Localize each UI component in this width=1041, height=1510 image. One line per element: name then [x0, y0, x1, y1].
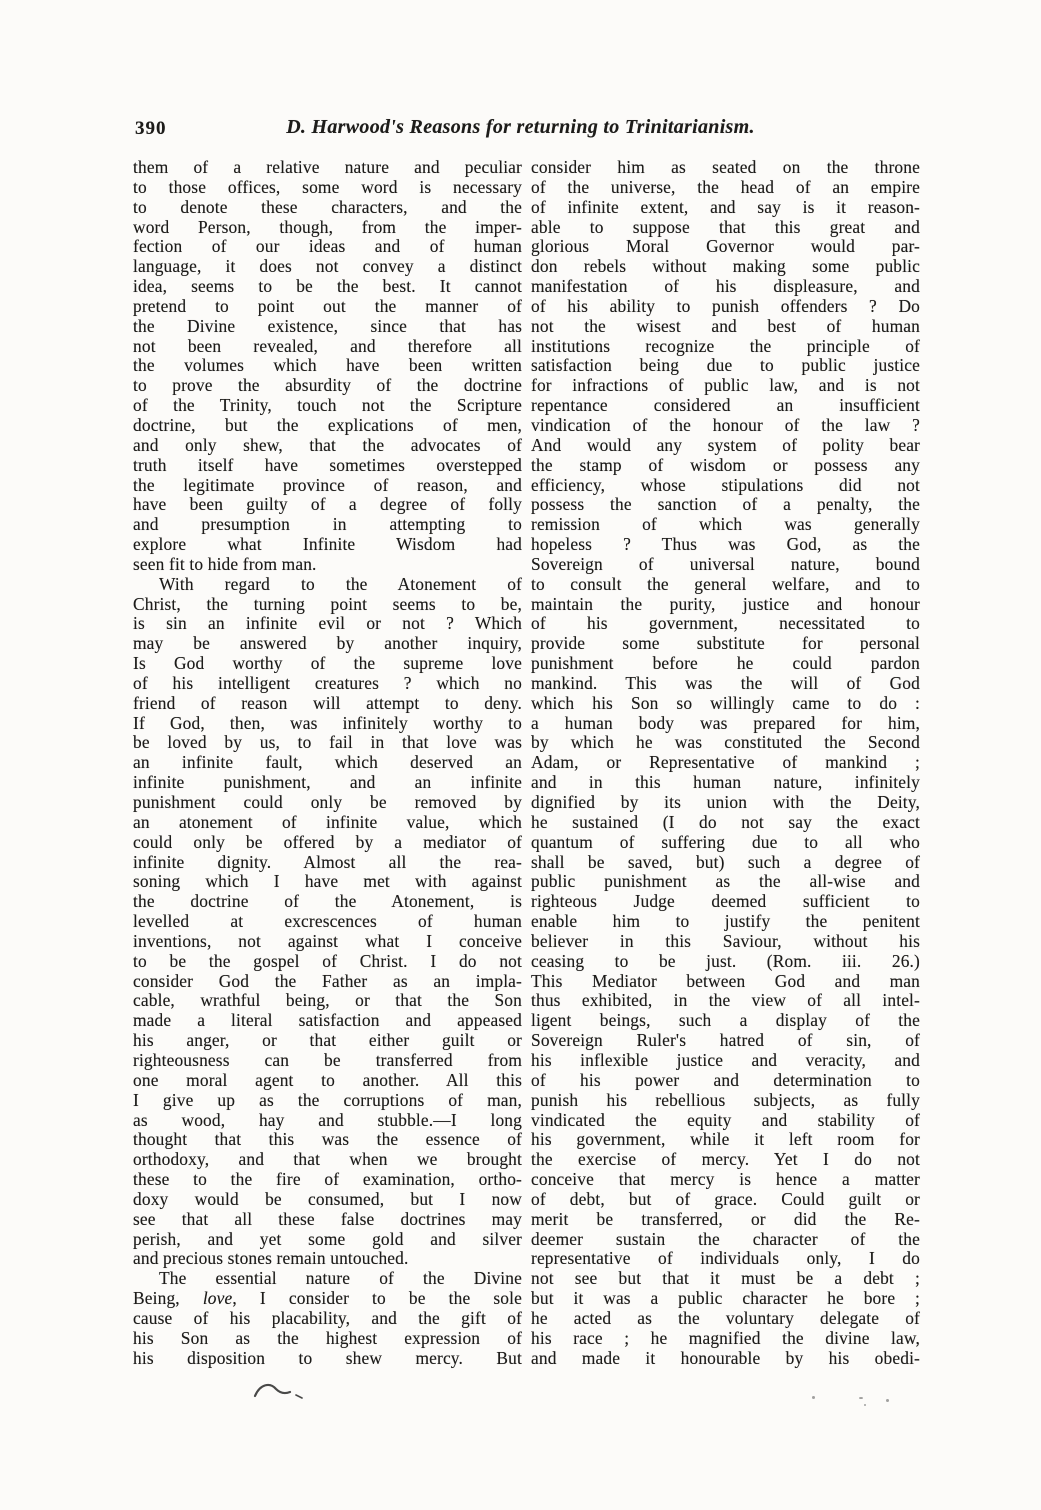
text-line: This Mediator between God and man: [531, 970, 920, 991]
text-line: as wood, hay and stubble.—I long: [133, 1109, 522, 1130]
text-line: of the universe, the head of an empire: [531, 176, 920, 197]
text-line: doxy would be consumed, but I now: [133, 1188, 522, 1209]
text-line: vindication of the honour of the law ?: [531, 414, 920, 435]
scan-speck: [864, 1404, 866, 1406]
text-line: thought that this was the essence of: [133, 1129, 522, 1150]
text-line: righteous Judge deemed sufficient to: [531, 891, 920, 912]
text-line: I give up as the corruptions of man,: [133, 1089, 522, 1110]
text-line: his Son as the highest expression of: [133, 1327, 522, 1348]
text-line: seen fit to hide from man.: [133, 553, 317, 574]
text-line: the doctrine of the Atonement, is: [133, 891, 522, 912]
text-line: of his intelligent creatures ? which no: [133, 672, 522, 693]
text-line: them of a relative nature and peculiar: [133, 157, 522, 177]
text-line: and in this human nature, infinitely: [531, 772, 920, 793]
text-line: the volumes which have been written: [133, 355, 522, 376]
text-line: able to suppose that this great and: [531, 216, 920, 237]
text-line: don rebels without making some public: [531, 256, 920, 277]
text-line: soning which I have met with against: [133, 871, 522, 892]
text-line: is sin an infinite evil or not ? Which: [133, 613, 522, 634]
right-text-column: [531, 158, 920, 1368]
text-line: fection of our ideas and of human: [133, 236, 522, 257]
text-line: and made it honourable by his obedi-: [531, 1347, 920, 1368]
text-line: Adam, or Representative of mankind ;: [531, 752, 920, 773]
text-line: manifestation of his displeasure, and: [531, 276, 920, 297]
text-line: his inflexible justice and veracity, and: [531, 1049, 920, 1070]
text-line: to be the gospel of Christ. I do not: [133, 950, 522, 971]
text-line: provide some substitute for personal: [531, 633, 920, 654]
text-line: punishment before he could pardon: [531, 653, 920, 674]
text-line: and only shew, that the advocates of: [133, 434, 522, 455]
text-line: he sustained (I do not say the exact: [531, 811, 920, 832]
text-line: of his ability to punish offenders ? Do: [531, 295, 920, 316]
text-line: believer in this Saviour, without his: [531, 930, 920, 951]
text-line: With regard to the Atonement of: [159, 573, 522, 594]
text-line: by which he was constituted the Second: [531, 732, 920, 753]
text-line: And would any system of polity bear: [531, 434, 920, 455]
text-line: efficiency, whose stipulations did not: [531, 474, 920, 495]
text-line: see that all these false doctrines may: [133, 1208, 522, 1229]
text-line: could only be offered by a mediator of: [133, 831, 522, 852]
text-line: consider God the Father as an impla-: [133, 970, 522, 991]
pen-squiggle-mark: [252, 1380, 316, 1406]
text-line: consider him as seated on the throne: [531, 157, 920, 177]
text-line: cause of his placability, and the gift of: [133, 1307, 522, 1328]
text-line: repentance considered an insufficient: [531, 395, 920, 416]
text-line: idea, seems to be the best. It cannot: [133, 276, 522, 297]
text-line: the stamp of wisdom or possess any: [531, 454, 920, 475]
text-line: his government, while it left room for: [531, 1129, 920, 1150]
text-line: quantum of suffering due to all who: [531, 831, 920, 852]
text-line: enable him to justify the penitent: [531, 911, 920, 932]
text-line: to denote these characters, and the: [133, 196, 522, 217]
text-line: representative of individuals only, I do: [531, 1248, 920, 1269]
text-line: merit be transferred, or did the Re-: [531, 1208, 920, 1229]
text-line: but it was a public character he bore ;: [531, 1288, 920, 1309]
left-text-column: [133, 158, 522, 1368]
text-line: vindicated the equity and stability of: [531, 1109, 920, 1130]
text-line: perish, and yet some gold and silver: [133, 1228, 522, 1249]
text-line: not see but that it must be a debt ;: [531, 1268, 920, 1289]
text-line: of the Trinity, touch not the Scripture: [133, 395, 522, 416]
text-line: to prove the absurdity of the doctrine: [133, 375, 522, 396]
text-line: of his government, necessitated to: [531, 613, 920, 634]
page-header: [0, 116, 1041, 146]
text-line: righteousness can be transferred from: [133, 1049, 522, 1070]
text-line: maintain the purity, justice and honour: [531, 593, 920, 614]
text-line: possess the sanction of a penalty, the: [531, 494, 920, 515]
text-line: glorious Moral Governor would par-: [531, 236, 920, 257]
text-line: pretend to point out the manner of: [133, 295, 522, 316]
text-line: which his Son so willingly came to do :: [531, 692, 920, 713]
text-line: the Divine existence, since that has: [133, 315, 522, 336]
text-line: of debt, but of grace. Could guilt or: [531, 1188, 920, 1209]
text-line: made a literal satisfaction and appeased: [133, 1010, 522, 1031]
text-line: deemer sustain the character of the: [531, 1228, 920, 1249]
text-line: levelled at excrescences of human: [133, 911, 522, 932]
text-line: ceasing to be just. (Rom. iii. 26.): [531, 950, 920, 971]
scan-speck: [886, 1399, 889, 1402]
text-line: infinite punishment, and an infinite: [133, 772, 522, 793]
scan-speck: [859, 1397, 863, 1399]
text-line: cable, wrathful being, or that the Son: [133, 990, 522, 1011]
text-line: remission of which was generally: [531, 514, 920, 535]
text-line: for infractions of public law, and is not: [531, 375, 920, 396]
text-line: doctrine, but the explications of men,: [133, 414, 522, 435]
text-line: not the wisest and best of human: [531, 315, 920, 336]
text-line: infinite dignity. Almost all the rea-: [133, 851, 522, 872]
text-line: the exercise of mercy. Yet I do not: [531, 1149, 920, 1170]
text-line: of his power and determination to: [531, 1069, 920, 1090]
text-line: language, it does not convey a distinct: [133, 256, 522, 277]
text-line: these to the fire of examination, ortho-: [133, 1169, 522, 1190]
text-line: satisfaction being due to public justice: [531, 355, 920, 376]
page-number: 390: [135, 118, 167, 139]
text-line: one moral agent to another. All this: [133, 1069, 522, 1090]
text-line: not been revealed, and therefore all: [133, 335, 522, 356]
text-line: mankind. This was the will of God: [531, 672, 920, 693]
text-line: ligent beings, such a display of the: [531, 1010, 920, 1031]
text-line: his race ; he magnified the divine law,: [531, 1327, 920, 1348]
text-line: to those offices, some word is necessary: [133, 176, 522, 197]
text-line: his anger, or that either guilt or: [133, 1030, 522, 1051]
text-line: to consult the general welfare, and to: [531, 573, 920, 594]
text-line: public punishment as the all-wise and: [531, 871, 920, 892]
text-line: an infinite fault, which deserved an: [133, 752, 522, 773]
text-line: conceive that mercy is hence a matter: [531, 1169, 920, 1190]
text-line: his disposition to shew mercy. But: [133, 1347, 522, 1368]
text-line: friend of reason will attempt to deny.: [133, 692, 522, 713]
text-line: If God, then, was infinitely worthy to: [133, 712, 522, 733]
text-line: shall be saved, but) such a degree of: [531, 851, 920, 872]
text-line: a human body was prepared for him,: [531, 712, 920, 733]
text-line: Sovereign Ruler's hatred of sin, of: [531, 1030, 920, 1051]
text-line: and presumption in attempting to: [133, 514, 522, 535]
text-line: explore what Infinite Wisdom had: [133, 534, 522, 555]
text-line: hopeless ? Thus was God, as the: [531, 534, 920, 555]
text-line: Sovereign of universal nature, bound: [531, 553, 920, 574]
text-line: he acted as the voluntary delegate of: [531, 1307, 920, 1328]
running-title: D. Harwood's Reasons for returning to Trinitarianism.: [286, 116, 755, 138]
text-line: truth itself have sometimes overstepped: [133, 454, 522, 475]
text-line: institutions recognize the principle of: [531, 335, 920, 356]
text-line: dignified by its union with the Deity,: [531, 792, 920, 812]
text-line: of infinite extent, and say is it reason-: [531, 196, 920, 217]
text-line: the legitimate province of reason, and: [133, 474, 522, 495]
text-line: orthodoxy, and that when we brought: [133, 1149, 522, 1170]
text-line: word Person, though, from the imper-: [133, 216, 522, 237]
text-line: inventions, not against what I conceive: [133, 930, 522, 951]
text-line: The essential nature of the Divine: [159, 1268, 522, 1289]
scan-speck: [812, 1396, 815, 1399]
text-line: and precious stones remain untouched.: [133, 1248, 409, 1269]
text-line: Being, love, I consider to be the sole: [133, 1288, 522, 1309]
text-line: punishment could only be removed by: [133, 792, 522, 812]
text-line: thus exhibited, in the view of all intel-: [531, 990, 920, 1011]
text-line: have been guilty of a degree of folly: [133, 494, 522, 515]
text-line: may be answered by another inquiry,: [133, 633, 522, 654]
text-line: punish his rebellious subjects, as fully: [531, 1089, 920, 1110]
text-line: Is God worthy of the supreme love: [133, 653, 522, 674]
text-line: be loved by us, to fail in that love was: [133, 732, 522, 753]
text-line: an atonement of infinite value, which: [133, 811, 522, 832]
text-line: Christ, the turning point seems to be,: [133, 593, 522, 614]
